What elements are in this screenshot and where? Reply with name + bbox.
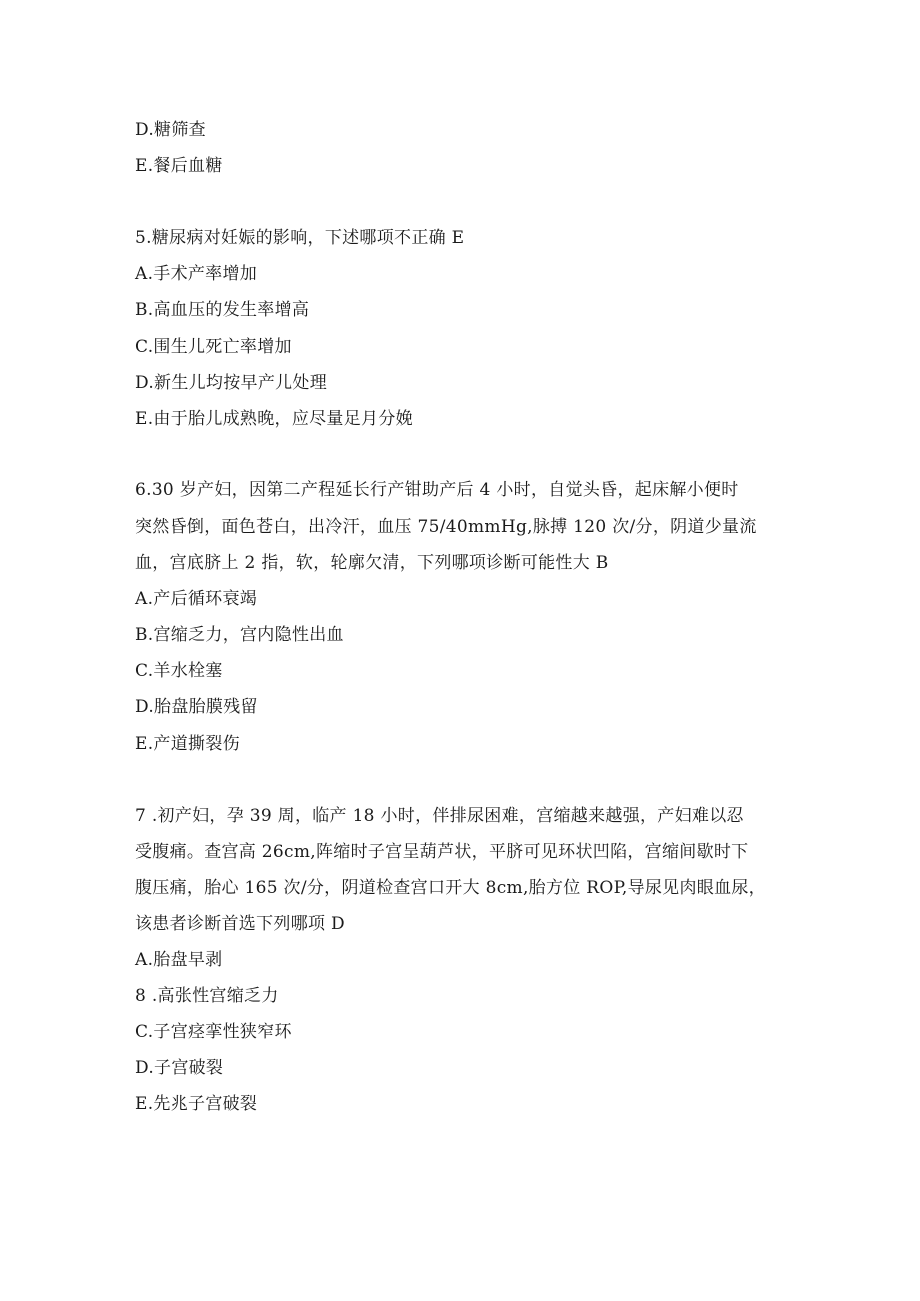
q7-option-a: A.胎盘早剥	[135, 950, 223, 970]
q5-option-c: C.围生儿死亡率增加	[135, 337, 292, 357]
q6-option-c: C.羊水栓塞	[135, 661, 223, 681]
q5-option-b: B.高血压的发生率增高	[135, 300, 310, 320]
q5-stem: 5.糖尿病对妊娠的影响，下述哪项不正确 E	[135, 228, 465, 248]
q6-stem-line-3: 血，宫底脐上 2 指，软，轮廓欠清，下列哪项诊断可能性大 B	[135, 553, 609, 573]
q5-option-e: E.由于胎儿成熟晚，应尽量足月分娩	[135, 409, 413, 429]
q5-option-a: A.手术产率增加	[135, 264, 258, 284]
q7-option-e: E.先兆子宫破裂	[135, 1094, 258, 1114]
q6-option-a: A.产后循环衰竭	[135, 589, 258, 609]
q7-stem-line-2: 受腹痛。查宫高 26cm,阵缩时子宫呈葫芦状，平脐可见环状凹陷，宫缩间歇时下	[135, 842, 749, 862]
q6-option-e: E.产道撕裂伤	[135, 734, 240, 754]
q5-option-d: D.新生儿均按早产儿处理	[135, 373, 328, 393]
q7-option-c: C.子宫痉挛性狭窄环	[135, 1022, 292, 1042]
q6-option-b: B.宫缩乏力，宫内隐性出血	[135, 625, 344, 645]
q6-stem-line-2: 突然昏倒，面色苍白，出冷汗，血压 75/40mmHg,脉搏 120 次/分，阴道少量流	[135, 517, 757, 537]
q7-stem-line-1: 7 .初产妇，孕 39 周，临产 18 小时，伴排尿困难，宫缩越来越强，产妇难以忍	[135, 806, 744, 826]
q7-stem-line-3: 腹压痛，胎心 165 次/分，阴道检查宫口开大 8cm,胎方位 ROP,导尿见肉眼血尿，	[135, 878, 766, 898]
q6-stem-line-1: 6.30 岁产妇，因第二产程延长行产钳助产后 4 小时，自觉头昏，起床解小便时	[135, 480, 739, 500]
q6-option-d: D.胎盘胎膜残留	[135, 697, 258, 717]
q7-option-d: D.子宫破裂	[135, 1058, 224, 1078]
q4-option-d: D.糖筛查	[135, 120, 206, 140]
q7-stem-line-4: 该患者诊断首选下列哪项 D	[135, 914, 345, 934]
q4-option-e: E.餐后血糖	[135, 156, 223, 176]
q7-option-b: 8 .高张性宫缩乏力	[135, 986, 279, 1006]
